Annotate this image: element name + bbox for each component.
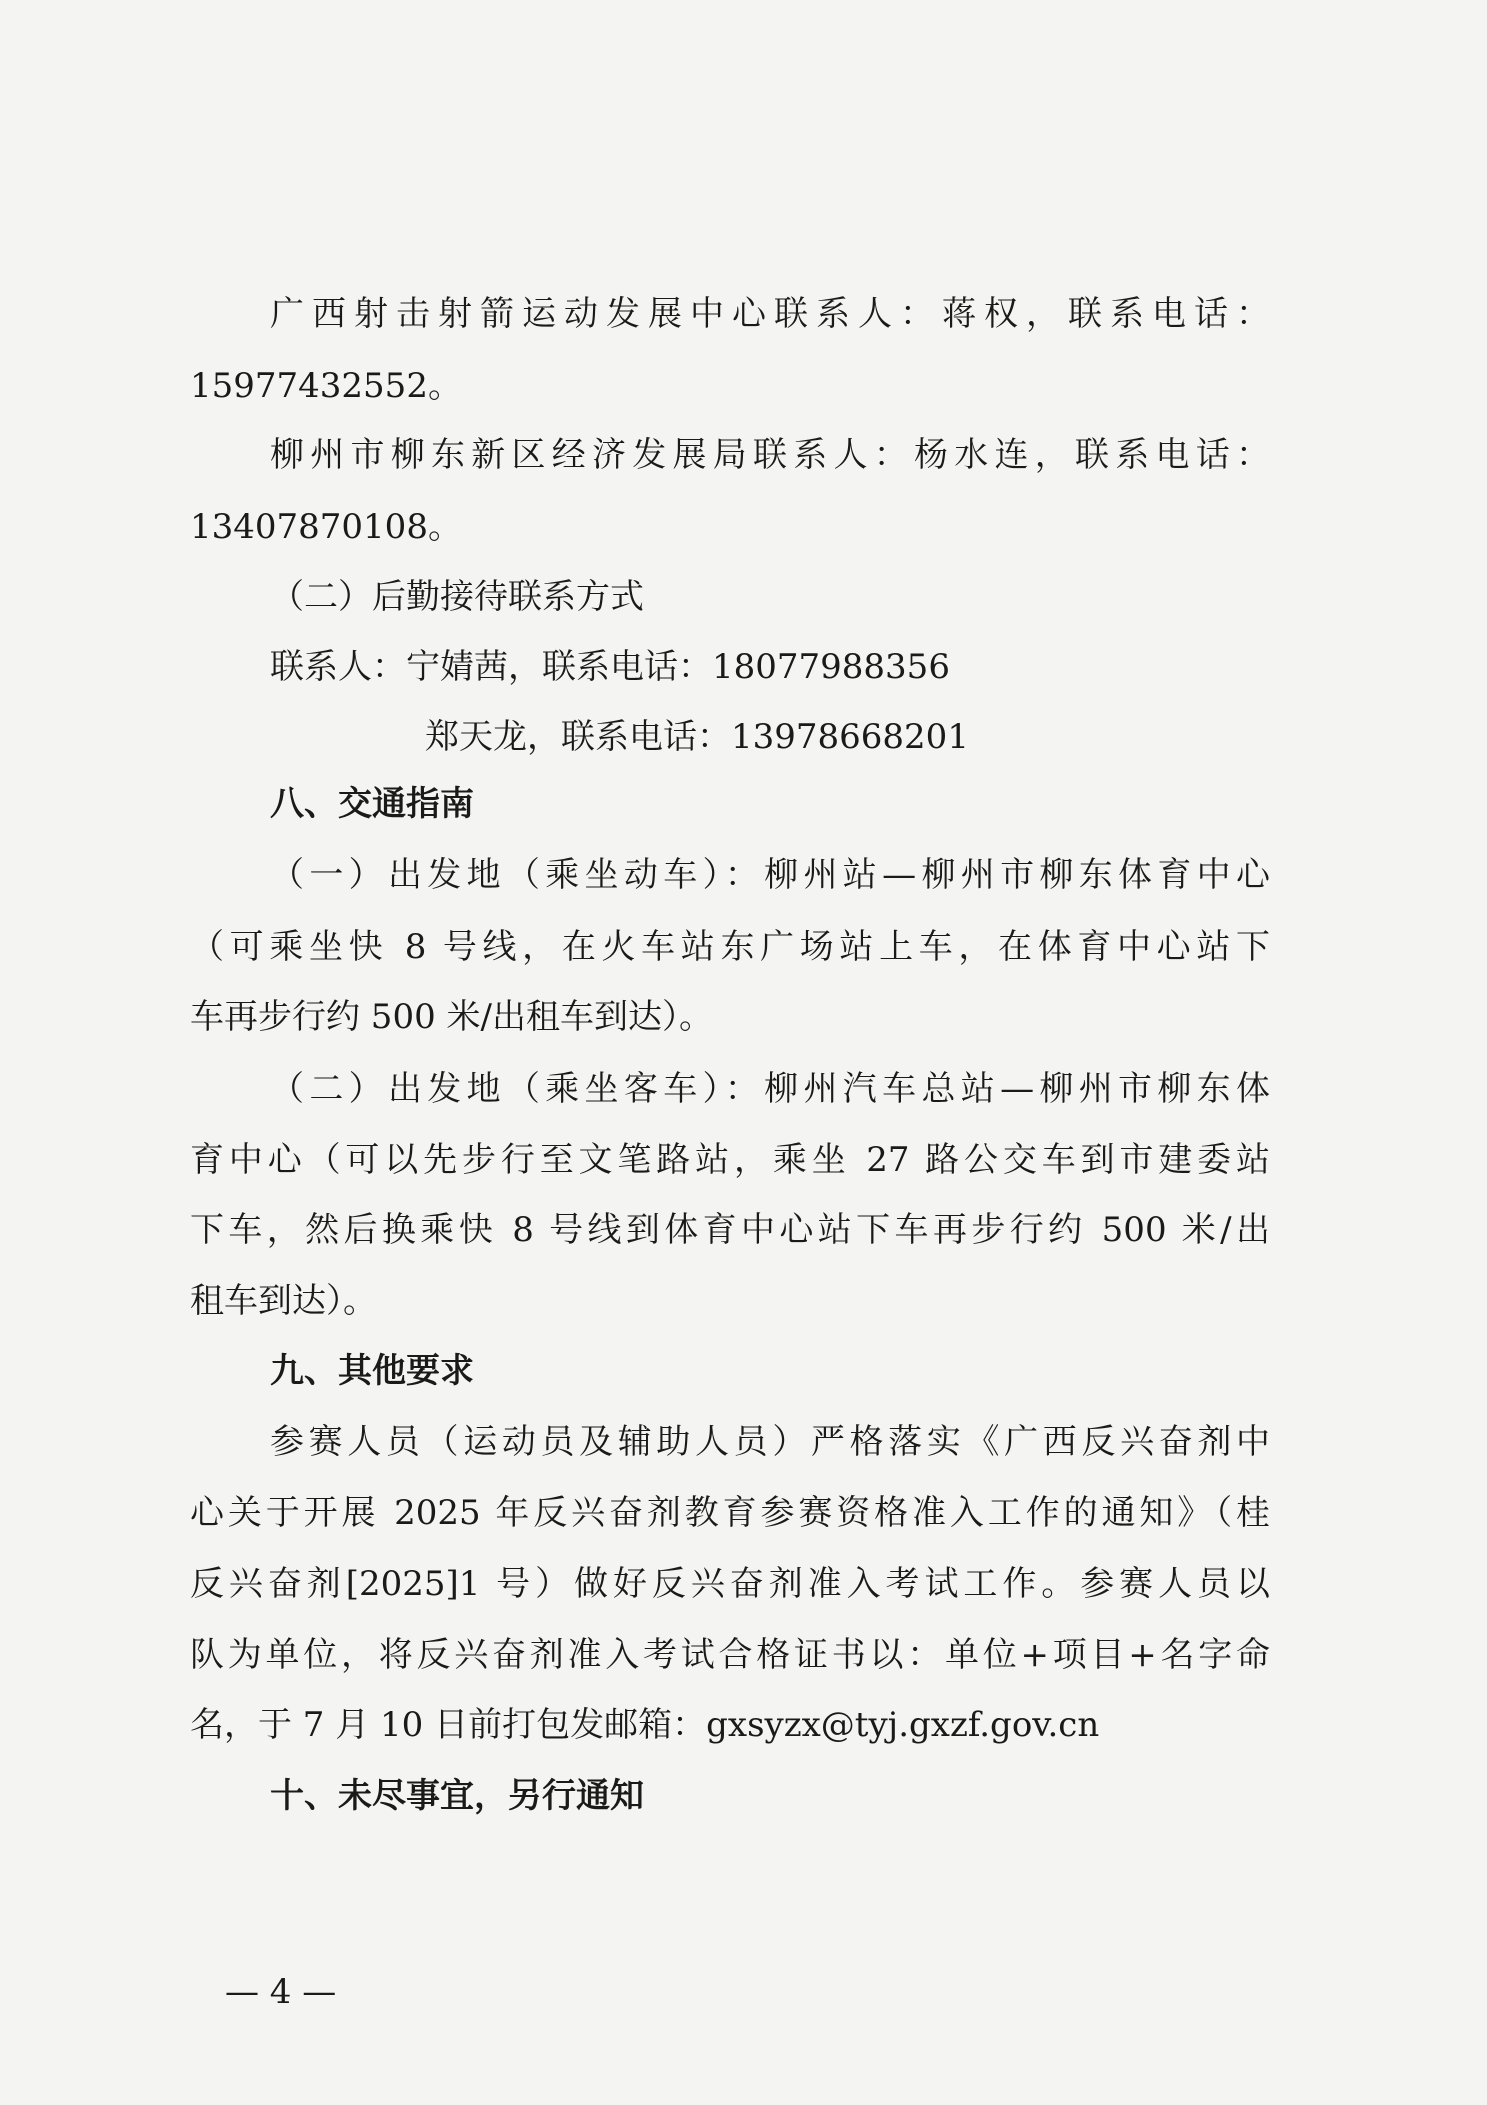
- other-line5: 名，于 7 月 10 日前打包发邮箱：gxsyzx@tyj.gxzf.gov.cn: [190, 1705, 1100, 1745]
- transport-2-line3: 下车，然后换乘快 8 号线到体育中心站下车再步行约 500 米/出: [190, 1210, 1270, 1250]
- transport-1-line1: （一）出发地（乘坐动车）：柳州站—柳州市柳东体育中心: [270, 855, 1270, 895]
- other-line4: 队为单位，将反兴奋剂准入考试合格证书以：单位+项目+名字命: [190, 1635, 1270, 1675]
- contact-shooting-phone: 15977432552。: [190, 366, 462, 406]
- other-line3: 反兴奋剂[2025]1 号）做好反兴奋剂准入考试工作。参赛人员以: [190, 1564, 1270, 1604]
- final-heading: 十、未尽事宜，另行通知: [270, 1776, 644, 1816]
- transport-2-line2: 育中心（可以先步行至文笔路站，乘坐 27 路公交车到市建委站: [190, 1140, 1270, 1180]
- other-line1: 参赛人员（运动员及辅助人员）严格落实《广西反兴奋剂中: [270, 1422, 1270, 1462]
- transport-1-line2: （可乘坐快 8 号线，在火车站东广场站上车，在体育中心站下: [190, 927, 1270, 967]
- transport-1-line3: 车再步行约 500 米/出租车到达）。: [190, 997, 713, 1037]
- transport-2-line1: （二）出发地（乘坐客车）：柳州汽车总站—柳州市柳东体: [270, 1069, 1270, 1109]
- logistics-heading: （二）后勤接待联系方式: [270, 577, 644, 617]
- logistics-contact-1: 联系人：宁婧茜，联系电话：18077988356: [270, 647, 950, 687]
- contact-shooting: 广西射击射箭运动发展中心联系人：蒋权，联系电话：: [270, 294, 1270, 334]
- page-number: — 4 —: [225, 1972, 337, 2012]
- contact-liuzhou: 柳州市柳东新区经济发展局联系人：杨水连，联系电话：: [270, 435, 1270, 475]
- transport-heading: 八、交通指南: [270, 784, 474, 824]
- transport-2-line4: 租车到达）。: [190, 1281, 377, 1321]
- other-line2: 心关于开展 2025 年反兴奋剂教育参赛资格准入工作的通知》（桂: [190, 1493, 1270, 1533]
- logistics-contact-2: 郑天龙，联系电话：13978668201: [425, 717, 969, 757]
- other-heading: 九、其他要求: [270, 1351, 474, 1391]
- contact-liuzhou-phone: 13407870108。: [190, 507, 462, 547]
